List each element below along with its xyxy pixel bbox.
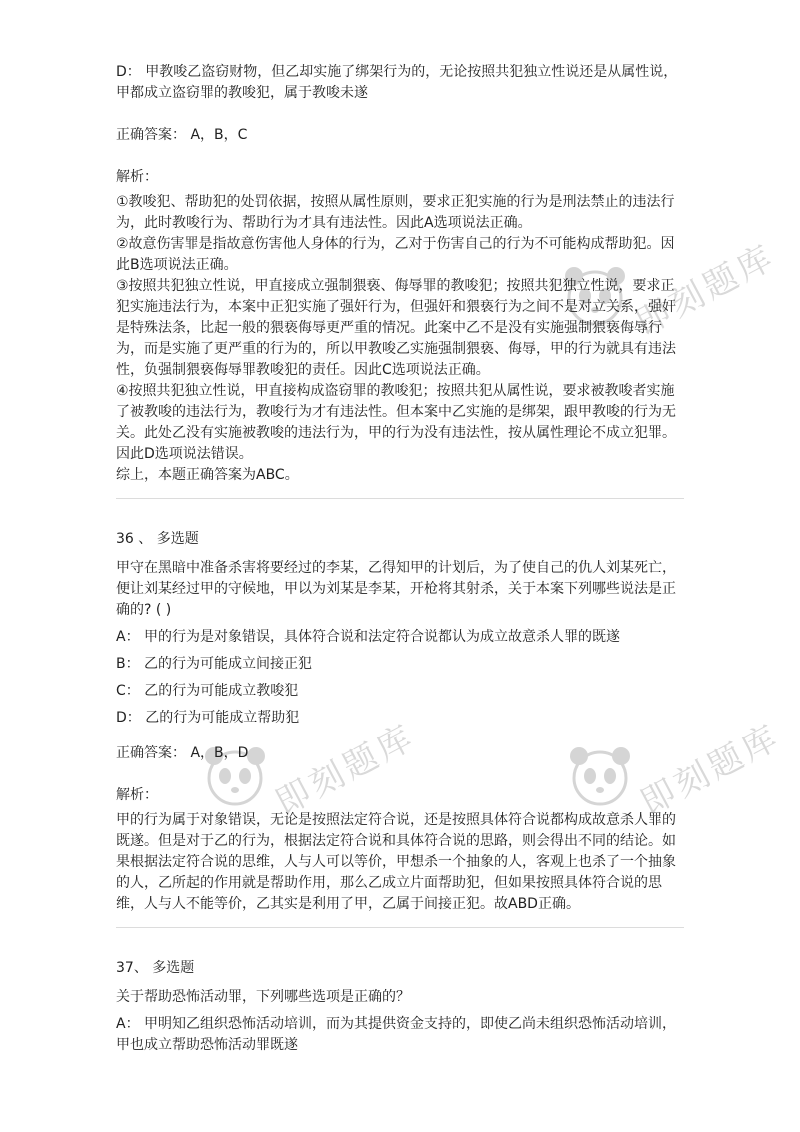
option-d: D： 甲教唆乙盗窃财物，但乙却实施了绑架行为的，无论按照共犯独立性说还是从属性说，甲都成立盗窃罪的教唆犯，属于教唆未遂 bbox=[116, 64, 678, 101]
option-b: B： 乙的行为可能成立间接正犯 bbox=[116, 656, 313, 672]
question-35 bbox=[116, 62, 684, 499]
watermark-text: 即刻题库 bbox=[634, 716, 788, 824]
option-c: C： 乙的行为可能成立教唆犯 bbox=[116, 683, 299, 699]
analysis-label: 解析： bbox=[116, 787, 158, 803]
analysis-paragraph: 甲的行为属于对象错误，无论是按照法定符合说，还是按照具体符合说都构成故意杀人罪的既遂。但是对于乙的行为，根据法定符合说和具体符合说的思路，则会得出不同的结论。如果根据法定符合说的思维，人与人可以等价，甲想杀一个抽象的人，客观上也杀了一个抽象的人，乙所起的作用就是帮助作用，那么乙成立片面帮助犯，但如果按照具体符合说的思维，人与人不能等价，乙其实是利用了甲，乙属于间接正犯。故ABD正确。 bbox=[116, 812, 676, 912]
question-36 bbox=[116, 529, 684, 928]
watermark-text: 即刻题库 bbox=[629, 236, 783, 344]
question-header: 37、 多选题 bbox=[116, 960, 195, 976]
analysis-paragraph-4: ④按照共犯独立性说，甲直接构成盗窃罪的教唆犯；按照共犯从属性说，要求被教唆者实施了被教唆的违法行为，教唆行为才有违法性。但本案中乙实施的是绑架，跟甲教唆的行为无关。此处乙没有实施被教唆的违法行为，甲的行为没有违法性，按从属性理论不成立犯罪。因此D选项说法错误。 bbox=[116, 383, 676, 462]
divider bbox=[116, 927, 684, 928]
document-page bbox=[116, 62, 684, 1062]
question-stem: 甲守在黑暗中准备杀害将要经过的李某，乙得知甲的计划后，为了使自己的仇人刘某死亡，便让刘某经过甲的守候地，甲以为刘某是李某，开枪将其射杀，关于本案下列哪些说法是正确的? ( ) bbox=[116, 560, 676, 618]
divider bbox=[116, 498, 684, 499]
analysis-paragraph-3: ③按照共犯独立性说，甲直接成立强制猥亵、侮辱罪的教唆犯；按照共犯独立性说，要求正犯实施违法行为，本案中正犯实施了强奸行为，但强奸和猥亵行为之间不是对立关系，强奸是特殊法条，比起一般的猥亵侮辱更严重的情况。此案中乙不是没有实施强制猥亵侮辱行为，而是实施了更严重的行为的，所以甲教唆乙实施强制猥亵、侮辱，甲的行为就具有违法性，负强制猥亵侮辱罪教唆犯的责任。因此C选项说法正确。 bbox=[116, 278, 676, 378]
watermark-text: 即刻题库 bbox=[269, 716, 423, 824]
analysis-label: 解析： bbox=[116, 169, 158, 185]
option-a: A： 甲明知乙组织恐怖活动培训，而为其提供资金支持的，即使乙尚未组织恐怖活动培训，甲也成立帮助恐怖活动罪既遂 bbox=[116, 1016, 677, 1053]
analysis-paragraph-2: ②故意伤害罪是指故意伤害他人身体的行为，乙对于伤害自己的行为不可能构成帮助犯。因此B选项说法正确。 bbox=[116, 236, 675, 273]
question-header: 36 、 多选题 bbox=[116, 531, 199, 547]
question-37 bbox=[116, 958, 684, 1056]
option-a: A： 甲的行为是对象错误，具体符合说和法定符合说都认为成立故意杀人罪的既遂 bbox=[116, 629, 621, 645]
option-d: D： 乙的行为可能成立帮助犯 bbox=[116, 710, 300, 726]
analysis-paragraph-1: ①教唆犯、帮助犯的处罚依据，按照从属性原则，要求正犯实施的行为是刑法禁止的违法行为，此时教唆行为、帮助行为才具有违法性。因此A选项说法正确。 bbox=[116, 194, 675, 231]
analysis-conclusion: 综上，本题正确答案为ABC。 bbox=[116, 467, 299, 483]
correct-answer: 正确答案： A，B，D bbox=[116, 745, 249, 761]
correct-answer: 正确答案： A，B，C bbox=[116, 127, 248, 143]
question-stem: 关于帮助恐怖活动罪，下列哪些选项是正确的？ bbox=[116, 989, 410, 1005]
